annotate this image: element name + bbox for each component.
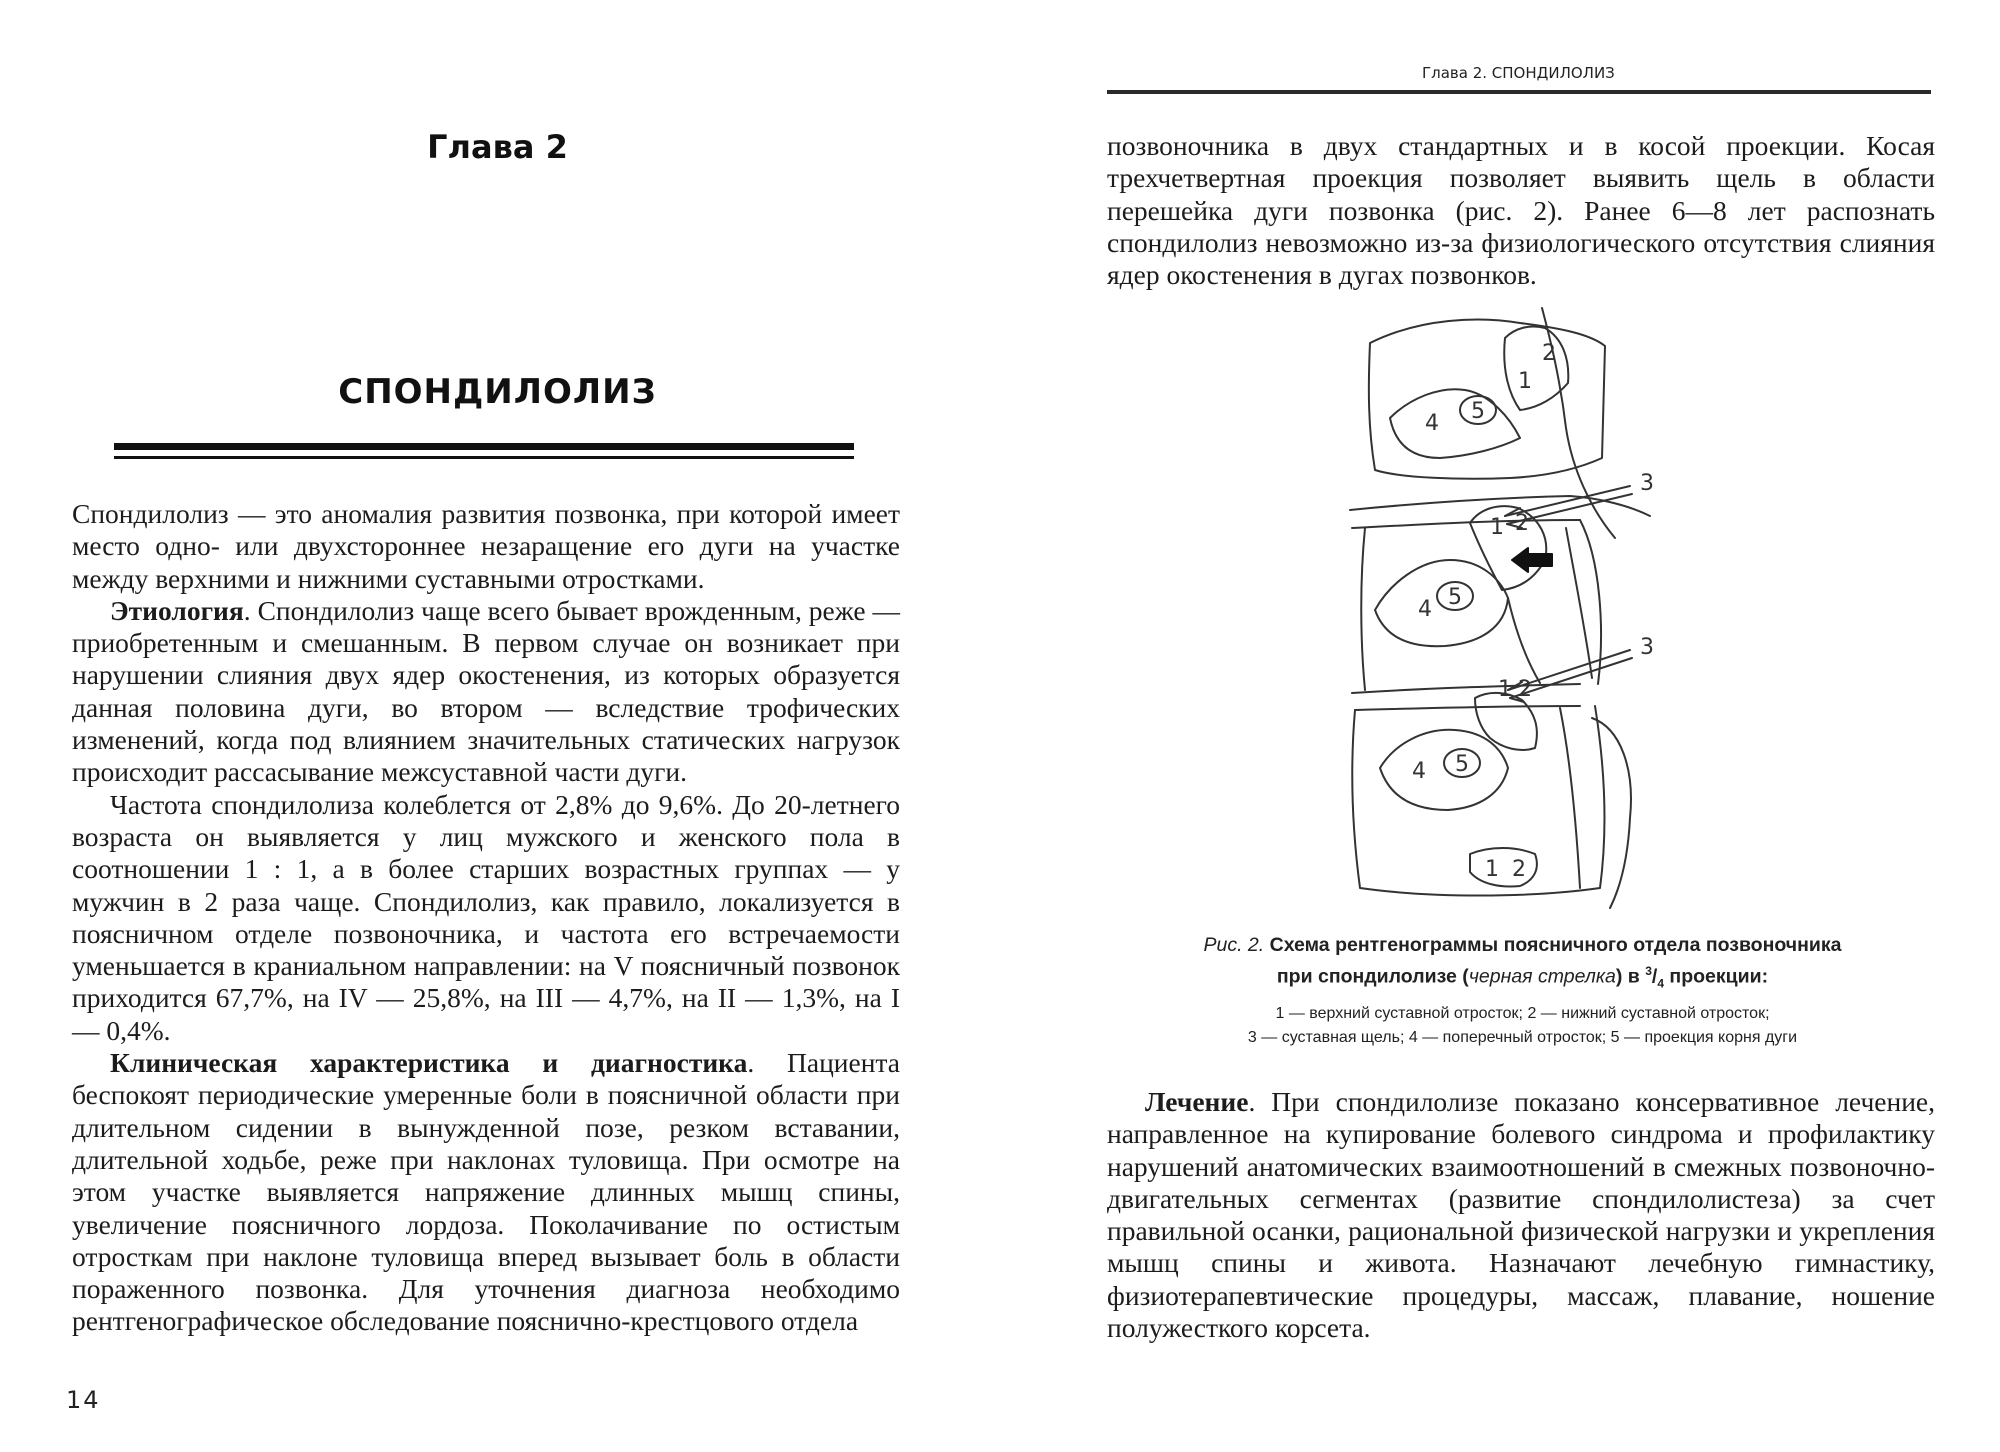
caption-title-line2: при спондилолизе (черная стрелка) в $^3/_4$ проекции: [1276, 964, 1769, 991]
clinical-text: . Пациента беспокоят периодические умеренные боли в поясничной области при длительном сидении в вынужденной позе, резком вставании, длительной ходьбе, реже при наклонах туловища. При осмотре на этом участке выявляется напряжение длинных мышц спины, увеличение поясничного лордоза. Поколачивание по остистым отросткам при наклоне туловища вперед вызывает боль в области пораженного позвонка. Для уточнения диагноза необходимо рентгенографическое обследование пояснично-крестцового отдела [72, 1047, 900, 1337]
etiology-heading: Этиология [110, 594, 244, 626]
caption-title-part1: Схема рентгенограммы поясничного отдела позвоночника [1269, 934, 1842, 956]
caption-title-part2: при спондилолизе [1276, 965, 1457, 988]
label-5-middle: 5 [1448, 585, 1462, 610]
posterior-line-lower [1560, 708, 1580, 888]
articular-upper [1504, 326, 1568, 410]
treatment-paragraph [1107, 1086, 1935, 1344]
disc-line-2 [1352, 520, 1580, 528]
caption-title-line1 [1110, 932, 1935, 958]
clinical-paragraph [72, 1047, 900, 1338]
articular-middle [1470, 506, 1546, 590]
caption-italic: черная стрелка [1468, 965, 1616, 988]
caption-frac-num: 3 [1645, 964, 1652, 978]
right-top-text [1107, 130, 1935, 291]
label-1-middle: 1 [1490, 515, 1504, 540]
running-head-rule [1107, 90, 1931, 94]
transverse-process-middle [1375, 560, 1508, 646]
label-5-lower: 5 [1455, 752, 1469, 777]
clinical-heading: Клиническая характеристика и диагностика [110, 1047, 748, 1079]
disc-line-4 [1355, 706, 1580, 710]
articular-middle-lower [1508, 598, 1540, 683]
posterior-line-middle [1566, 528, 1592, 678]
label-2-lower: 2 [1518, 677, 1532, 702]
label-4-upper: 4 [1425, 411, 1439, 436]
label-4-lower: 4 [1412, 759, 1426, 784]
transverse-process-upper [1390, 389, 1520, 458]
page-number: 14 [66, 1386, 101, 1414]
label-5-upper: 5 [1471, 399, 1485, 424]
caption-fig-ref: Рис. 2. [1203, 934, 1265, 956]
label-4-middle: 4 [1418, 597, 1432, 622]
left-body-text [72, 498, 900, 1338]
label-1-bottom: 1 [1485, 857, 1499, 882]
title-rule-thin [114, 456, 854, 459]
label-2-upper: 2 [1542, 341, 1556, 366]
label-3-lower: 3 [1640, 635, 1654, 660]
caption-legend [1110, 1002, 1935, 1050]
title-rule-thick [114, 443, 854, 450]
figure-caption [1110, 932, 1935, 1050]
treatment-heading: Лечение [1145, 1086, 1249, 1117]
spine-xray-diagram [1330, 298, 1690, 918]
etiology-paragraph [72, 595, 900, 789]
running-head: Глава 2. СПОНДИЛОЛИЗ [1422, 64, 1615, 82]
chapter-title: СПОНДИЛОЛИЗ [338, 372, 657, 412]
treatment-text: . При спондилолизе показано консервативное лечение, направленное на купирование болевого синдрома и профилактику нарушений анатомических взаимоотношений в смежных позвоночно-двигательных сегментах (развитие спондилолистеза) за счет правильной осанки, рациональной физической нагрузки и укрепления мышц спины и живота. Назначают лечебную гимнастику, физиотерапевтические процедуры, массаж, плавание, ношение полужесткого корсета. [1107, 1086, 1935, 1344]
transverse-process-lower [1380, 730, 1508, 810]
label-1-lower: 1 [1498, 677, 1512, 702]
caption-frac-den: 4 [1657, 976, 1664, 991]
etiology-text: . Спондилолиз чаще всего бывает врожденным, реже — приобретенным и смешанным. В первом случае он возникает при нарушении слияния двух ядер окостенения, из которых образуется данная половина дуги, во втором — вследствие трофических изменений, когда под влиянием значительных статических нагрузок происходит рассасывание межсуставной части дуги. [72, 594, 900, 788]
projection-paragraph: позвоночника в двух стандартных и в косой проекции. Косая трехчетвертная проекция позволяет выявить щель в области перешейка дуги позвонка (рис. 2). Ранее 6—8 лет распознать спондилолиз невозможно из-за физиологического отсутствия слияния ядер окостенения в дугах позвонков. [1107, 130, 1935, 291]
articular-bottom [1470, 848, 1537, 886]
middle-vertebra-outline [1361, 520, 1601, 690]
label-1-upper: 1 [1518, 369, 1532, 394]
intro-paragraph: Спондилолиз — это аномалия развития позвонка, при которой имеет место одно- или двухстороннее незаращение его дуги на участке между верхними и нижними суставными отростками. [72, 498, 900, 594]
label-3-upper: 3 [1640, 471, 1654, 496]
spinous-outline [1592, 718, 1631, 908]
caption-title-part3: проекции: [1669, 965, 1769, 988]
label-2-middle: 2 [1515, 511, 1529, 536]
caption-legend-line1: 1 — верхний суставной отросток; 2 — нижний суставной отросток; [1275, 1005, 1770, 1023]
label-2-bottom: 2 [1512, 857, 1526, 882]
caption-legend-line2: 3 — суставная щель; 4 — поперечный отросток; 5 — проекция корня дуги [1247, 1029, 1798, 1047]
right-bottom-text [1107, 1086, 1935, 1344]
frequency-paragraph: Частота спондилолиза колеблется от 2,8% до 9,6%. До 20-летнего возраста он выявляется у лиц мужского и женского пола в соотношении 1 : 1, а в более старших возрастных группах — у мужчин в 2 раза чаще. Спондилолиз, как правило, локализуется в поясничном отделе позвоночника, и частота его встречаемости уменьшается в краниальном направлении: на V поясничный позвонок приходится 67,7%, на IV — 25,8%, на III — 4,7%, на II — 1,3%, на I — 0,4%. [72, 788, 900, 1046]
chapter-label: Глава 2 [427, 128, 568, 166]
